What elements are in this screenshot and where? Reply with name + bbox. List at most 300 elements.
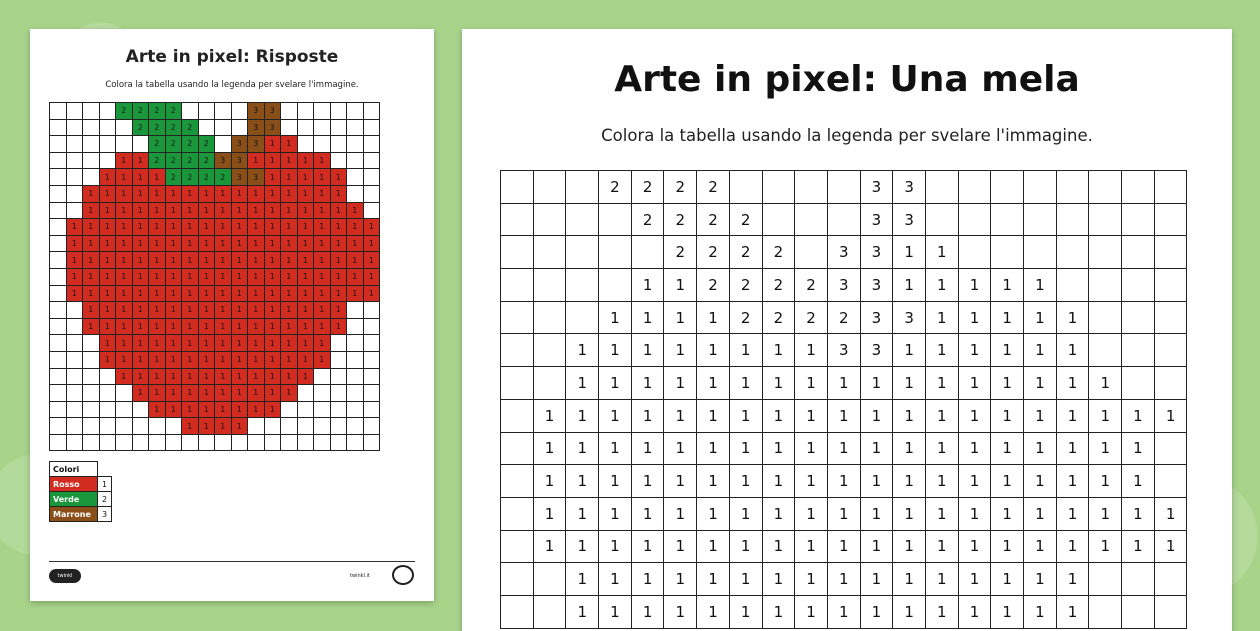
grid-cell: 1 (1089, 433, 1122, 466)
grid-cell (314, 402, 331, 419)
grid-cell: 1 (347, 203, 364, 220)
grid-cell: 1 (697, 563, 730, 596)
grid-cell: 1 (215, 319, 232, 336)
grid-cell (566, 204, 599, 237)
grid-cell: 1 (133, 319, 150, 336)
grid-cell (298, 103, 315, 120)
grid-cell (1057, 236, 1090, 269)
grid-cell (566, 171, 599, 204)
grid-cell (1155, 596, 1188, 629)
grid-cell: 1 (1057, 596, 1090, 629)
grid-cell (1122, 367, 1155, 400)
grid-cell: 1 (1024, 596, 1057, 629)
grid-cell (298, 435, 315, 452)
grid-cell: 1 (314, 302, 331, 319)
legend-red-label: Rosso (50, 477, 98, 492)
grid-cell (347, 120, 364, 137)
grid-cell (83, 169, 100, 186)
grid-cell: 1 (347, 252, 364, 269)
grid-cell: 1 (599, 334, 632, 367)
grid-cell (347, 385, 364, 402)
grid-cell (364, 385, 381, 402)
grid-cell: 1 (232, 286, 249, 303)
grid-cell: 1 (364, 286, 381, 303)
grid-cell: 1 (566, 400, 599, 433)
grid-cell: 1 (632, 596, 665, 629)
grid-cell: 3 (861, 269, 894, 302)
grid-cell (364, 402, 381, 419)
grid-cell (1089, 171, 1122, 204)
grid-cell (331, 352, 348, 369)
grid-cell: 1 (133, 352, 150, 369)
grid-cell: 1 (215, 385, 232, 402)
grid-cell: 1 (116, 203, 133, 220)
grid-cell: 1 (599, 596, 632, 629)
grid-cell (501, 367, 534, 400)
grid-cell: 1 (100, 319, 117, 336)
grid-cell: 1 (149, 219, 166, 236)
grid-cell: 2 (828, 302, 861, 335)
grid-cell: 1 (166, 302, 183, 319)
grid-cell: 1 (265, 269, 282, 286)
grid-cell: 1 (182, 418, 199, 435)
grid-cell: 1 (182, 352, 199, 369)
answer-pixel-grid (49, 102, 380, 451)
grid-cell: 1 (265, 252, 282, 269)
grid-cell: 1 (1155, 400, 1188, 433)
grid-cell: 3 (893, 204, 926, 237)
grid-cell (67, 435, 84, 452)
grid-cell: 1 (265, 319, 282, 336)
grid-cell: 1 (347, 219, 364, 236)
grid-cell: 1 (83, 236, 100, 253)
grid-cell: 1 (149, 203, 166, 220)
grid-cell (182, 103, 199, 120)
grid-cell (347, 136, 364, 153)
grid-cell (1089, 563, 1122, 596)
grid-cell: 1 (664, 498, 697, 531)
grid-cell (133, 402, 150, 419)
grid-cell (50, 319, 67, 336)
grid-cell (331, 103, 348, 120)
grid-cell: 1 (599, 465, 632, 498)
grid-cell (1089, 236, 1122, 269)
grid-cell (534, 236, 567, 269)
grid-cell (1155, 563, 1188, 596)
grid-cell: 1 (632, 367, 665, 400)
grid-cell: 1 (232, 352, 249, 369)
grid-cell: 1 (534, 498, 567, 531)
grid-cell (347, 153, 364, 170)
grid-cell: 2 (166, 169, 183, 186)
grid-cell: 1 (265, 369, 282, 386)
grid-cell (83, 352, 100, 369)
grid-cell: 1 (232, 269, 249, 286)
grid-cell: 1 (149, 252, 166, 269)
grid-cell: 1 (281, 169, 298, 186)
grid-cell (364, 319, 381, 336)
grid-cell: 1 (893, 334, 926, 367)
grid-cell (199, 435, 216, 452)
grid-cell: 1 (83, 219, 100, 236)
grid-cell: 1 (1057, 563, 1090, 596)
grid-cell (364, 203, 381, 220)
grid-cell: 1 (314, 352, 331, 369)
grid-cell: 3 (215, 153, 232, 170)
grid-cell (100, 153, 117, 170)
grid-cell: 1 (599, 367, 632, 400)
grid-cell: 1 (149, 352, 166, 369)
grid-cell: 1 (331, 286, 348, 303)
grid-cell: 1 (248, 203, 265, 220)
grid-cell: 1 (182, 252, 199, 269)
grid-cell (67, 302, 84, 319)
grid-cell: 1 (730, 531, 763, 564)
grid-cell: 1 (298, 169, 315, 186)
grid-cell: 1 (861, 465, 894, 498)
grid-cell (364, 335, 381, 352)
badge-icon (392, 565, 414, 585)
grid-cell (116, 435, 133, 452)
grid-cell: 1 (298, 219, 315, 236)
grid-cell: 1 (959, 367, 992, 400)
grid-cell: 1 (959, 465, 992, 498)
grid-cell: 1 (1089, 465, 1122, 498)
grid-cell: 1 (281, 335, 298, 352)
grid-cell: 1 (959, 269, 992, 302)
grid-cell (1089, 204, 1122, 237)
grid-cell (795, 171, 828, 204)
grid-cell: 1 (566, 563, 599, 596)
grid-cell: 1 (795, 433, 828, 466)
grid-cell (116, 418, 133, 435)
grid-cell: 1 (1024, 334, 1057, 367)
grid-cell: 1 (795, 563, 828, 596)
grid-cell (298, 385, 315, 402)
grid-cell: 3 (232, 169, 249, 186)
grid-cell: 1 (199, 186, 216, 203)
grid-cell: 1 (133, 269, 150, 286)
grid-cell: 1 (298, 302, 315, 319)
grid-cell: 1 (166, 319, 183, 336)
grid-cell: 3 (248, 120, 265, 137)
grid-cell: 1 (232, 236, 249, 253)
grid-cell: 1 (331, 169, 348, 186)
grid-cell: 1 (763, 465, 796, 498)
grid-cell: 1 (133, 385, 150, 402)
grid-cell: 3 (828, 236, 861, 269)
grid-cell: 1 (248, 369, 265, 386)
grid-cell (67, 369, 84, 386)
grid-cell: 1 (1057, 302, 1090, 335)
grid-cell: 2 (730, 302, 763, 335)
grid-cell: 1 (100, 169, 117, 186)
grid-cell (281, 435, 298, 452)
grid-cell: 1 (959, 334, 992, 367)
grid-cell: 1 (215, 186, 232, 203)
grid-cell: 2 (199, 169, 216, 186)
grid-cell (50, 435, 67, 452)
grid-cell: 1 (116, 236, 133, 253)
grid-cell: 1 (599, 433, 632, 466)
grid-cell: 1 (632, 269, 665, 302)
grid-cell (100, 120, 117, 137)
grid-cell: 1 (248, 352, 265, 369)
grid-cell: 1 (149, 335, 166, 352)
grid-cell: 1 (215, 252, 232, 269)
grid-cell: 1 (1155, 498, 1188, 531)
grid-cell (1155, 465, 1188, 498)
grid-cell: 1 (959, 596, 992, 629)
grid-cell: 1 (331, 269, 348, 286)
grid-cell: 1 (67, 269, 84, 286)
grid-cell: 1 (1024, 531, 1057, 564)
grid-cell (83, 369, 100, 386)
grid-cell: 2 (730, 204, 763, 237)
grid-cell: 1 (926, 465, 959, 498)
legend-red-number: 1 (98, 477, 112, 492)
grid-cell: 1 (763, 334, 796, 367)
grid-cell: 2 (697, 236, 730, 269)
grid-cell: 1 (182, 286, 199, 303)
grid-cell: 1 (893, 269, 926, 302)
grid-cell: 1 (828, 367, 861, 400)
worksheet-pixel-grid (500, 170, 1187, 629)
grid-cell (501, 563, 534, 596)
grid-cell (50, 385, 67, 402)
grid-cell: 1 (83, 203, 100, 220)
grid-cell: 1 (697, 531, 730, 564)
grid-cell (50, 335, 67, 352)
grid-cell: 1 (281, 369, 298, 386)
grid-cell: 1 (100, 252, 117, 269)
grid-cell: 1 (166, 203, 183, 220)
grid-cell (1089, 302, 1122, 335)
grid-cell: 1 (861, 563, 894, 596)
grid-cell: 1 (133, 203, 150, 220)
grid-cell: 1 (83, 269, 100, 286)
grid-cell: 1 (116, 286, 133, 303)
grid-cell: 1 (632, 563, 665, 596)
grid-cell: 1 (926, 236, 959, 269)
grid-cell: 1 (664, 367, 697, 400)
grid-cell: 1 (991, 465, 1024, 498)
grid-cell: 1 (133, 219, 150, 236)
grid-cell: 1 (116, 269, 133, 286)
grid-cell: 1 (199, 203, 216, 220)
grid-cell: 1 (281, 186, 298, 203)
grid-cell: 1 (116, 219, 133, 236)
grid-cell (314, 136, 331, 153)
grid-cell (298, 120, 315, 137)
grid-cell: 1 (763, 596, 796, 629)
grid-cell: 1 (697, 334, 730, 367)
grid-cell: 1 (664, 531, 697, 564)
grid-cell: 1 (133, 286, 150, 303)
grid-cell: 2 (182, 169, 199, 186)
grid-cell: 1 (991, 531, 1024, 564)
grid-cell (501, 269, 534, 302)
grid-cell: 1 (199, 369, 216, 386)
grid-cell: 1 (116, 252, 133, 269)
grid-cell: 1 (364, 236, 381, 253)
grid-cell: 1 (281, 153, 298, 170)
grid-cell: 1 (664, 596, 697, 629)
grid-cell (314, 369, 331, 386)
grid-cell: 1 (199, 236, 216, 253)
grid-cell: 1 (265, 385, 282, 402)
grid-cell: 1 (199, 302, 216, 319)
grid-cell: 1 (265, 153, 282, 170)
grid-cell (67, 335, 84, 352)
grid-cell: 1 (331, 186, 348, 203)
grid-cell: 1 (1057, 334, 1090, 367)
grid-cell (991, 204, 1024, 237)
grid-cell: 1 (133, 302, 150, 319)
grid-cell: 1 (232, 369, 249, 386)
grid-cell: 2 (664, 236, 697, 269)
grid-cell (116, 136, 133, 153)
grid-cell (331, 385, 348, 402)
grid-cell: 1 (534, 531, 567, 564)
grid-cell: 1 (1155, 531, 1188, 564)
grid-cell: 1 (795, 531, 828, 564)
grid-cell (364, 186, 381, 203)
grid-cell: 1 (232, 335, 249, 352)
grid-cell: 1 (232, 203, 249, 220)
grid-cell (364, 136, 381, 153)
grid-cell: 1 (67, 236, 84, 253)
grid-cell (67, 169, 84, 186)
grid-cell: 1 (182, 219, 199, 236)
grid-cell (599, 204, 632, 237)
grid-cell: 1 (265, 402, 282, 419)
grid-cell: 1 (763, 498, 796, 531)
grid-cell: 1 (926, 433, 959, 466)
grid-cell (364, 369, 381, 386)
grid-cell: 2 (763, 269, 796, 302)
grid-cell (566, 302, 599, 335)
grid-cell: 1 (664, 400, 697, 433)
grid-cell: 1 (199, 385, 216, 402)
grid-cell (67, 153, 84, 170)
grid-cell: 1 (828, 498, 861, 531)
grid-cell: 1 (566, 433, 599, 466)
grid-cell: 3 (265, 120, 282, 137)
grid-cell (1122, 302, 1155, 335)
grid-cell: 1 (100, 203, 117, 220)
grid-cell: 1 (83, 302, 100, 319)
grid-cell: 2 (697, 171, 730, 204)
grid-cell: 1 (1024, 400, 1057, 433)
grid-cell (67, 418, 84, 435)
grid-cell (1122, 236, 1155, 269)
grid-cell (100, 136, 117, 153)
grid-cell (1155, 302, 1188, 335)
grid-cell: 1 (926, 302, 959, 335)
grid-cell (1024, 204, 1057, 237)
grid-cell: 1 (298, 352, 315, 369)
grid-cell: 3 (893, 171, 926, 204)
grid-cell: 1 (215, 402, 232, 419)
grid-cell (133, 435, 150, 452)
grid-cell: 1 (182, 269, 199, 286)
grid-cell: 1 (331, 252, 348, 269)
grid-cell: 1 (248, 236, 265, 253)
grid-cell (501, 171, 534, 204)
grid-cell: 2 (133, 120, 150, 137)
grid-cell (501, 596, 534, 629)
grid-cell (83, 335, 100, 352)
grid-cell: 1 (1089, 400, 1122, 433)
grid-cell: 1 (959, 433, 992, 466)
grid-cell: 1 (265, 236, 282, 253)
grid-cell: 1 (1089, 498, 1122, 531)
grid-cell (1155, 236, 1188, 269)
grid-cell: 1 (632, 400, 665, 433)
grid-cell (149, 418, 166, 435)
grid-cell (67, 186, 84, 203)
grid-cell (1122, 596, 1155, 629)
grid-cell: 1 (566, 334, 599, 367)
grid-cell: 2 (599, 171, 632, 204)
grid-cell: 1 (566, 367, 599, 400)
grid-cell (364, 435, 381, 452)
grid-cell (166, 418, 183, 435)
grid-cell (347, 319, 364, 336)
grid-cell (534, 367, 567, 400)
grid-cell: 1 (664, 433, 697, 466)
grid-cell: 1 (763, 400, 796, 433)
grid-cell: 1 (182, 385, 199, 402)
grid-cell: 1 (215, 236, 232, 253)
grid-cell (67, 385, 84, 402)
grid-cell: 1 (83, 252, 100, 269)
grid-cell (314, 103, 331, 120)
legend-header: Colori (50, 462, 98, 477)
grid-cell (67, 402, 84, 419)
grid-cell: 1 (265, 286, 282, 303)
grid-cell: 1 (149, 169, 166, 186)
grid-cell: 1 (314, 236, 331, 253)
grid-cell: 1 (632, 498, 665, 531)
grid-cell: 1 (991, 400, 1024, 433)
grid-cell: 1 (632, 302, 665, 335)
grid-cell (364, 169, 381, 186)
grid-cell: 2 (182, 136, 199, 153)
grid-cell: 1 (116, 335, 133, 352)
grid-cell (232, 435, 249, 452)
grid-cell: 1 (298, 252, 315, 269)
grid-cell (534, 563, 567, 596)
grid-cell (347, 435, 364, 452)
grid-cell (100, 418, 117, 435)
grid-cell: 1 (83, 286, 100, 303)
grid-cell: 3 (861, 302, 894, 335)
grid-cell: 1 (199, 402, 216, 419)
grid-cell (83, 103, 100, 120)
grid-cell (795, 204, 828, 237)
grid-cell: 1 (926, 334, 959, 367)
grid-cell: 1 (991, 433, 1024, 466)
grid-cell: 1 (281, 252, 298, 269)
grid-cell: 1 (83, 186, 100, 203)
grid-cell (501, 400, 534, 433)
grid-cell (67, 319, 84, 336)
grid-cell: 1 (67, 286, 84, 303)
grid-cell: 1 (281, 219, 298, 236)
grid-cell (50, 402, 67, 419)
